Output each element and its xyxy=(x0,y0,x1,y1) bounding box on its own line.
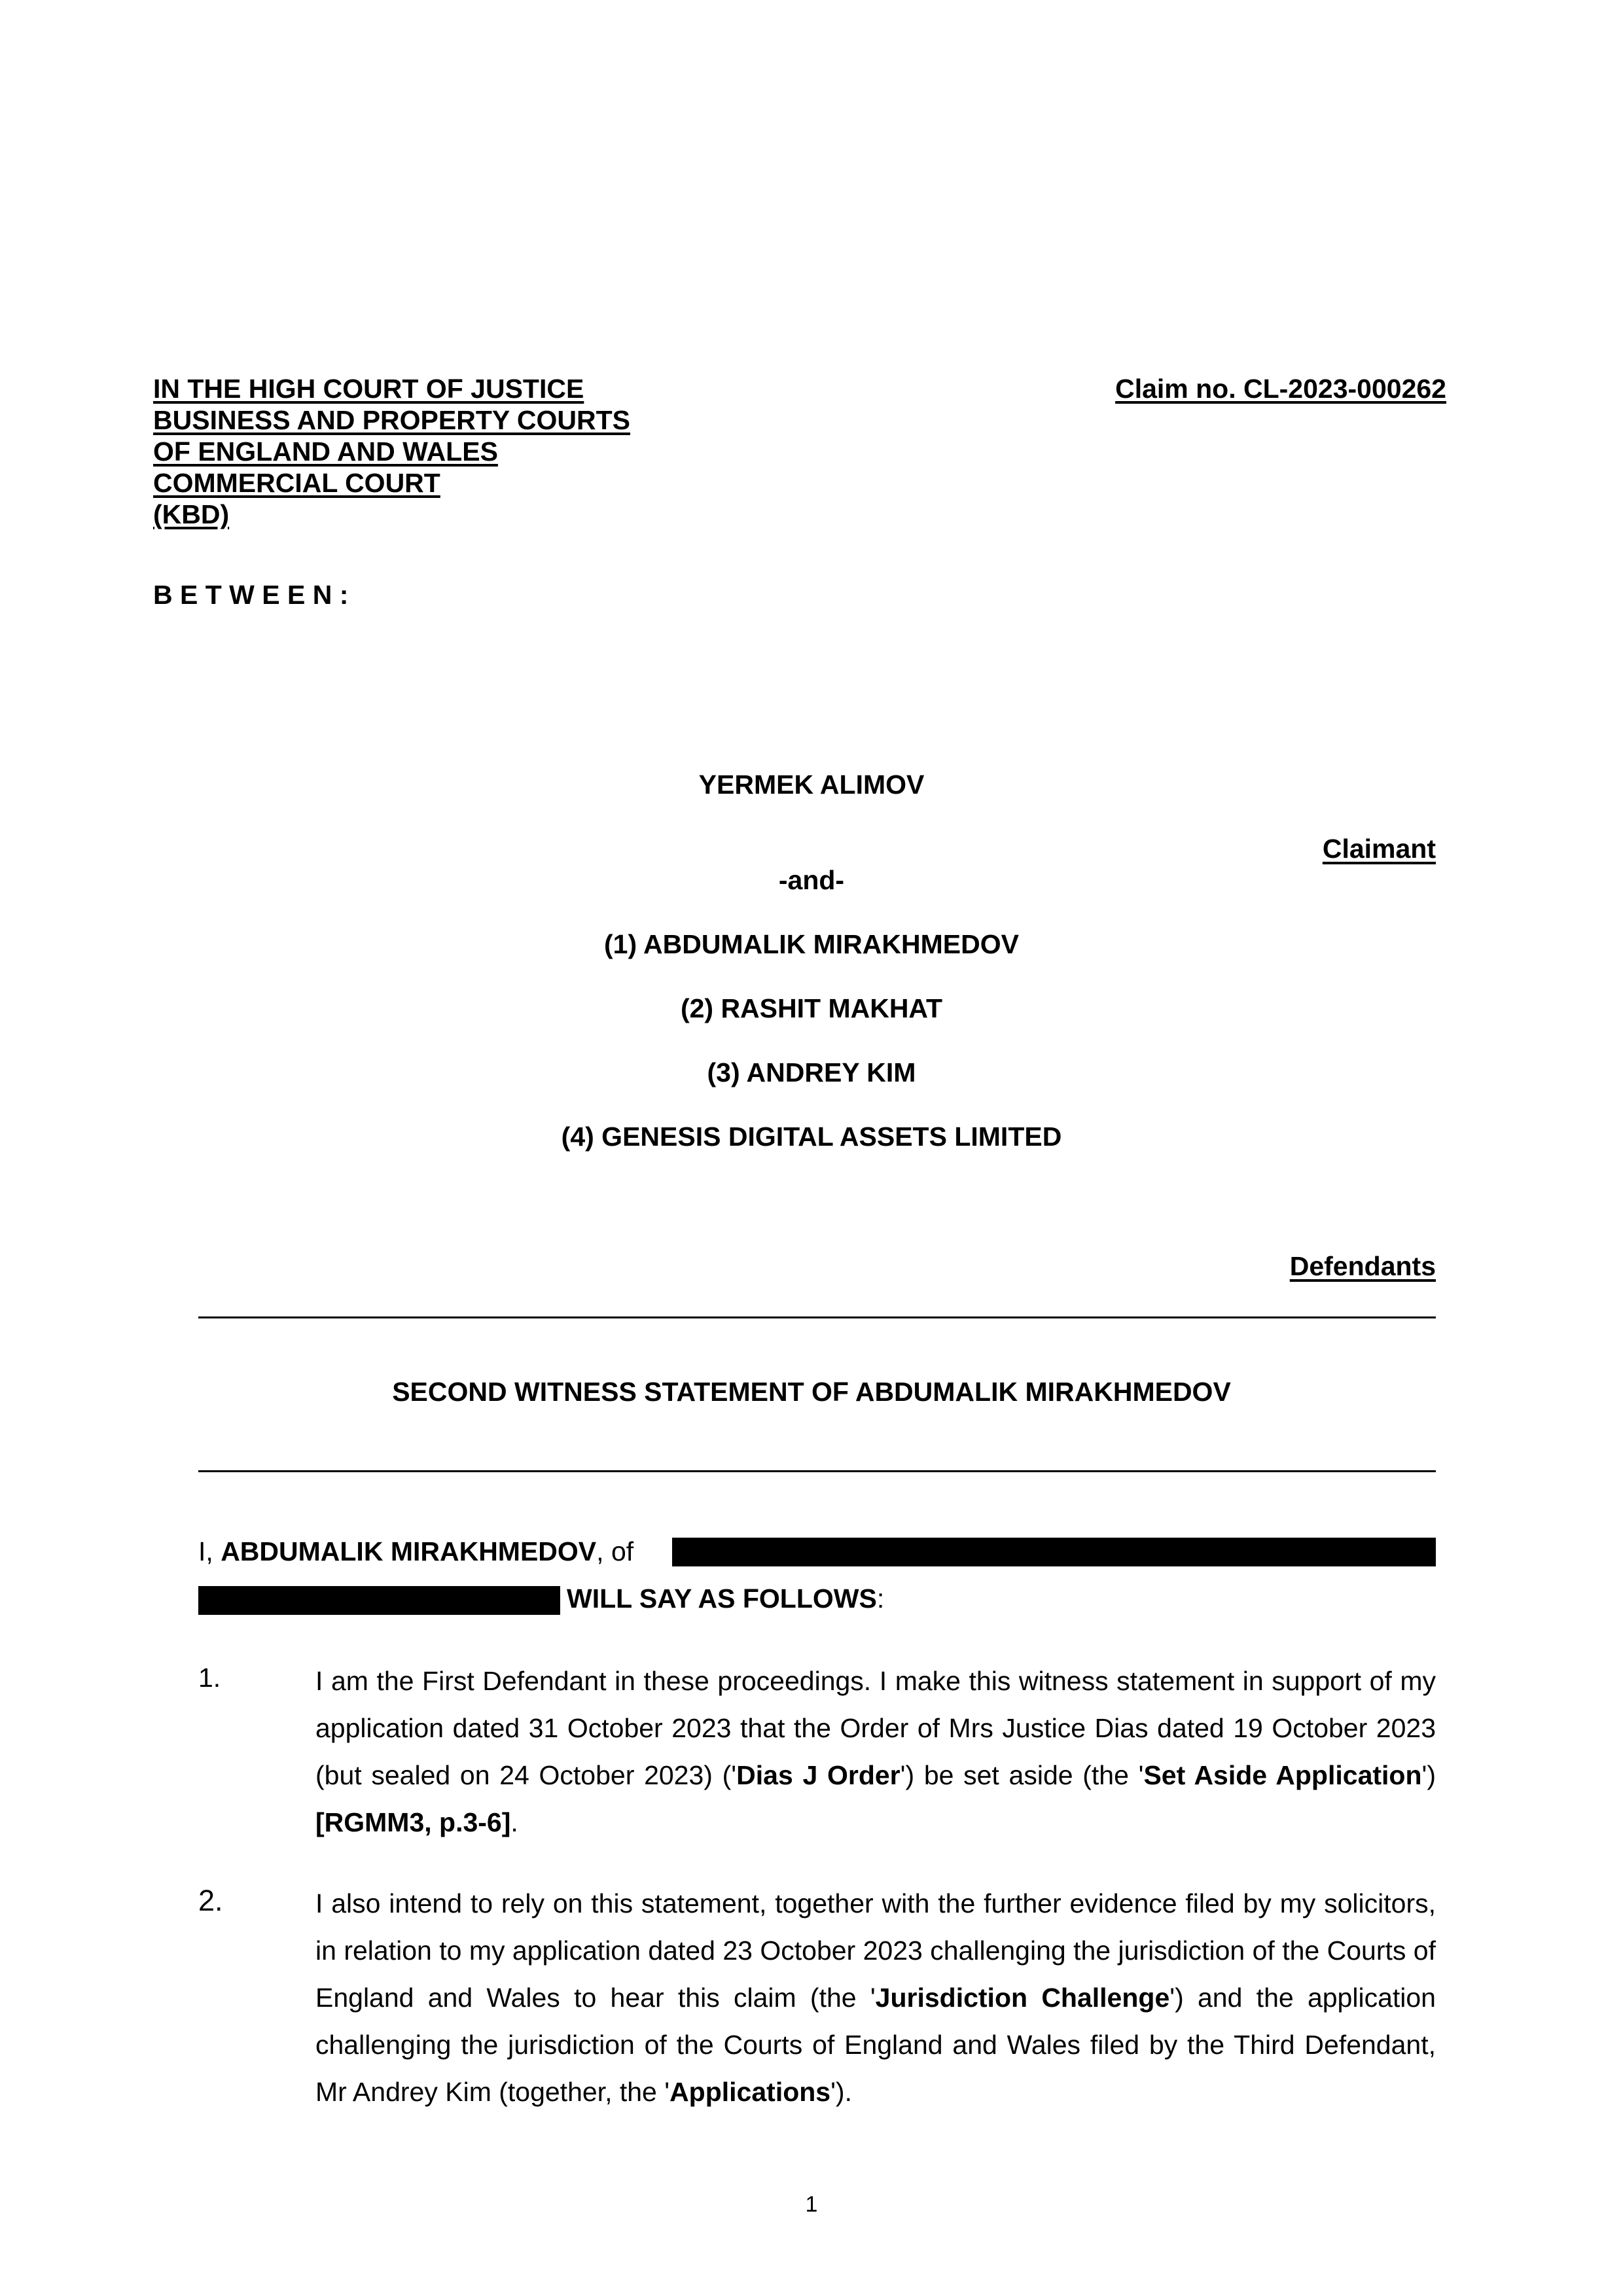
court-line-4: COMMERCIAL COURT xyxy=(153,468,440,498)
defendant-4: (4) GENESIS DIGITAL ASSETS LIMITED xyxy=(561,1122,1062,1152)
term-set-aside-application: Set Aside Application xyxy=(1143,1760,1422,1790)
claimant-label: Claimant xyxy=(1322,834,1436,864)
court-line-3: OF ENGLAND AND WALES xyxy=(153,436,498,467)
intro-colon: : xyxy=(876,1583,885,1614)
paragraph-2-text: '). xyxy=(830,2077,852,2107)
defendant-2: (2) RASHIT MAKHAT xyxy=(680,993,943,1023)
intro-prefix: I, xyxy=(198,1536,221,1566)
defendant-1: (1) ABDUMALIK MIRAKHMEDOV xyxy=(604,929,1019,959)
court-line-5: (KBD) xyxy=(153,499,230,529)
court-line-1: IN THE HIGH COURT OF JUSTICE xyxy=(153,374,584,404)
title-rule-top xyxy=(198,1316,1436,1318)
exhibit-reference: [RGMM3, p.3-6] xyxy=(315,1807,511,1837)
between-label: B E T W E E N : xyxy=(153,580,349,610)
paragraph-2-text: ') and the application challenging the jurisdiction of the Courts of England and Wales filed by the Third Defendant, Mr Andrey Kim (together, the ' xyxy=(315,1983,1436,2107)
paragraph-2 xyxy=(315,1880,1436,2115)
paragraph-1-text: ') be set aside (the ' xyxy=(900,1760,1144,1790)
title-rule-bottom xyxy=(198,1470,1436,1472)
paragraph-1-text: . xyxy=(510,1807,518,1837)
paragraph-1-text: I am the First Defendant in these proceedings. I make this witness statement in support of my application dated 31 October 2023 that the Order of Mrs Justice Dias dated 19 October 2023 (but sealed on 24 October 2023) (' xyxy=(315,1666,1436,1790)
defendants-label: Defendants xyxy=(1289,1251,1436,1281)
paragraph-1 xyxy=(315,1657,1436,1846)
paragraph-2-text: I also intend to rely on this statement, together with the further evidence filed by my solicitors, in relation to my application dated 23 October 2023 challenging the jurisdiction of the Courts of England and Wales to hear this claim (the ' xyxy=(315,1888,1436,2013)
paragraph-1-number: 1. xyxy=(198,1663,221,1693)
claimant-name: YERMEK ALIMOV xyxy=(698,769,925,800)
page-number: 1 xyxy=(805,2192,818,2217)
paragraph-2-number: 2. xyxy=(198,1884,223,1917)
intro-name: ABDUMALIK MIRAKHMEDOV xyxy=(221,1536,597,1566)
term-applications: Applications xyxy=(669,2077,831,2107)
intro-of: , of xyxy=(596,1536,634,1566)
court-heading xyxy=(153,373,630,530)
term-jurisdiction-challenge: Jurisdiction Challenge xyxy=(875,1983,1170,2013)
claim-number: Claim no. CL-2023-000262 xyxy=(1115,374,1446,404)
paragraph-1-text: ') xyxy=(1421,1760,1436,1790)
defendant-3: (3) ANDREY KIM xyxy=(707,1057,916,1087)
term-dias-j-order: Dias J Order xyxy=(736,1760,901,1790)
redacted-address-2 xyxy=(198,1586,560,1615)
and-separator: -and- xyxy=(778,865,845,895)
statement-title: SECOND WITNESS STATEMENT OF ABDUMALIK MIRAKHMEDOV xyxy=(392,1377,1231,1407)
intro-line-2 xyxy=(567,1583,884,1614)
redacted-address-1 xyxy=(672,1538,1436,1566)
court-line-2: BUSINESS AND PROPERTY COURTS xyxy=(153,405,630,435)
intro-line-1 xyxy=(198,1536,633,1567)
intro-will-say: WILL SAY AS FOLLOWS xyxy=(567,1583,877,1614)
